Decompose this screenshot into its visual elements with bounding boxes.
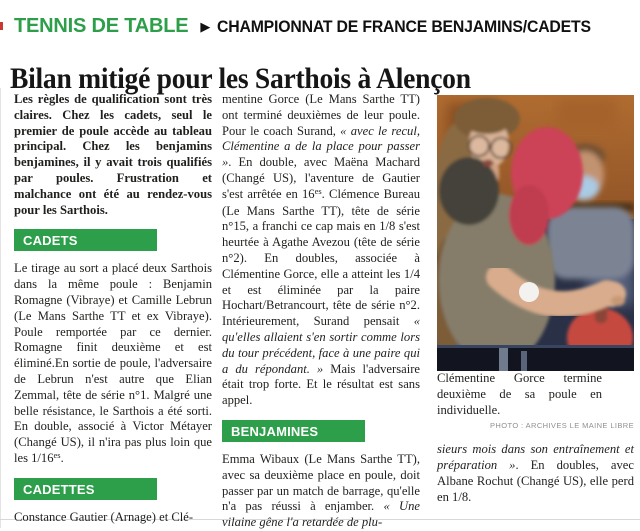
left-edge-rule <box>0 88 1 528</box>
photo-ball <box>519 282 539 302</box>
paragraph-cadets: Le tirage au sort a placé deux Sarthois dans la même poule : Benjamin Romagne (Vibraye) et Camille Lebrun (Le Mans Sarthe TT et ex Vibraye). Poule remportée par ce dernier. Romagne finit deuxième et est éliminé.En sortie de poule, l'adversaire de Lebrun n'est autre que Elian Zemmal, tête de série n°1. Malgré une belle résistance, le Sarthois a été sorti. En double, associé à Victor Métayer (Changé US), il n'ira pas plus loin que les $1/16^{es}$. <box>14 261 212 465</box>
section-label-benjamines: BENJAMINES <box>222 420 365 442</box>
photo-credit: PHOTO : ARCHIVES LE MAINE LIBRE <box>490 421 634 431</box>
column-1 <box>14 92 212 526</box>
column-2 <box>222 92 420 531</box>
red-edge-mark <box>0 22 3 30</box>
section-label-cadets: CADETS <box>14 229 157 251</box>
headline: Bilan mitigé pour les Sarthois à Alençon <box>10 62 471 96</box>
paragraph-cadettes-start: Constance Gautier (Arnage) et Clé- <box>14 509 194 524</box>
photo-caption: Clémentine Gorce termine deuxième de sa poule en individuelle. <box>437 371 602 417</box>
paragraph-benjamines-continued: sieurs mois dans son entraînement et préparation ». En doubles, avec Albane Rochut (Changé US), elle perd en 1/8. <box>437 442 634 504</box>
column-3 <box>437 95 634 506</box>
kicker <box>14 15 619 38</box>
article-photo-image <box>437 95 634 371</box>
section-label-cadettes: CADETTES <box>14 478 157 500</box>
section-name: TENNIS DE TABLE <box>14 15 189 37</box>
paragraph-cadettes-continued: mentine Gorce (Le Mans Sarthe TT) ont terminé deuxièmes de leur poule. Pour le coach Surand, « avec le recul, Clémentine a de la place pour passer ». En double, avec Maëna Machard (Changé US), l'aventure de Gautier s'est arrêtée en $16^{es}$. Clémence Bureau (Le Mans Sarthe TT), tête de série n°15, a franchi ce cap mais en 1/8 s'est heurtée à Agathe Avezou (tête de série n°2). En doubles, associée à Clémentine Gorce, elle a atteint les 1/4 et est éliminée par la paire Hochart/Betrancourt, tête de série n°2. Intérieurement, Surand pensait « qu'elles allaient s'en sortir comme lors du tour précédent, face à une paire qui a du répondant. » Mais l'adversaire était trop forte. Et le résultat est sans appel. <box>222 92 420 408</box>
kicker-title: CHAMPIONNAT DE FRANCE BENJAMINS/CADETS <box>217 16 592 36</box>
article-photo <box>437 95 634 371</box>
photo-table-edge <box>437 345 634 371</box>
intro-paragraph: Les règles de qualification sont très claires. Chez les cadets, seul le premier de poule accède au tableau principal. Chez les benjamins benjamines, il y avait trois qualifiés par poules. Frustration et malchance ont été au rendez-vous pour les Sarthois. <box>14 92 212 217</box>
paragraph-benjamines: Emma Wibaux (Le Mans Sarthe TT), avec sa deuxième place en poule, doit passer par un match de barrage, qu'elle n'a pas réussi à enjamber. « Une vilaine gêne l'a retardée de plu- <box>222 451 420 530</box>
arrow-right-icon: ▶ <box>200 19 211 34</box>
